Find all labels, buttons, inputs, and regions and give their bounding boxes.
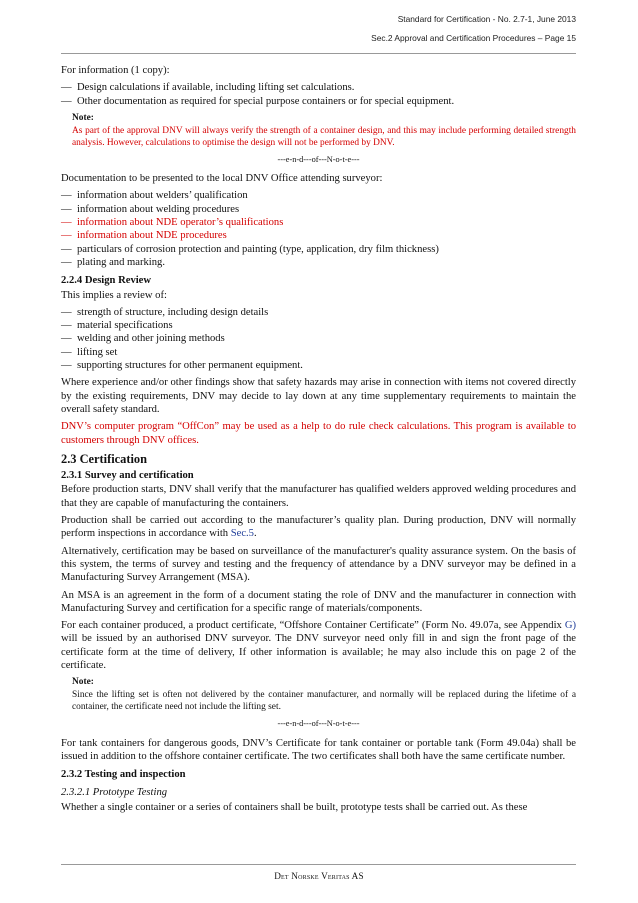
note-title: Note: <box>72 677 94 688</box>
paragraph: Whether a single container or a series of containers shall be built, prototype tests shall be carried out. As these <box>61 801 528 813</box>
info-list <box>61 81 576 108</box>
list-item: — information about NDE operator’s qualifications <box>61 216 576 229</box>
section-heading-2-3: 2.3 Certification <box>61 451 148 466</box>
paragraph: Before production starts, DNV shall verify that the manufacturer has qualified welders approved welding procedures and that they are capable of manufacturing the containers. <box>61 484 576 509</box>
end-of-note-marker: ---e-n-d---of---N-o-t-e--- <box>277 719 360 729</box>
header-divider <box>61 53 576 54</box>
list-item: — supporting structures for other permanent equipment. <box>61 359 576 372</box>
note-text: Since the lifting set is often not delivered by the container manufacturer, and normally will be replaced during the lifetime of a container, the certificate need not include the lifting set. <box>72 690 576 713</box>
info-intro: For information (1 copy): <box>61 65 170 76</box>
design-review-intro: This implies a review of: <box>61 289 167 301</box>
paragraph-text: Production shall be carried out according to the manufacturer’s quality plan. During production, DNV will normally perform inspections in accordance with <box>61 515 576 540</box>
sec5-link[interactable]: Sec.5 <box>230 528 254 540</box>
list-item: — lifting set <box>61 346 576 359</box>
paragraph: An MSA is an agreement in the form of a document stating the role of DNV and the manufacturer in connection with Manufacturing Survey and certification for a specific range of materials/components. <box>61 589 576 614</box>
paragraph-text: will be issued by an authorised DNV surveyor. The DNV surveyor need only fill in and sign the front page of the certificate form at the time of delivery, If other information is available; he may also include this on page 2 of the certificate. <box>61 633 576 671</box>
paragraph: Where experience and/or other findings show that safety hazards may arise in connection with items not covered directly by the existing requirements, DNV may decide to lay down at any time supplementary requirements to maintain the overall safety standard. <box>61 377 576 415</box>
paragraph <box>61 514 576 541</box>
list-item: — information about welders’ qualification <box>61 189 576 202</box>
design-review-list <box>61 306 576 372</box>
list-item: — welding and other joining methods <box>61 332 576 345</box>
paragraph <box>61 619 576 672</box>
page-body <box>61 64 576 818</box>
list-item: — information about NDE procedures <box>61 229 576 242</box>
note-box <box>72 112 576 149</box>
header-standard-title: Standard for Certification - No. 2.7-1, June 2013 <box>397 14 576 24</box>
note-box <box>72 676 576 713</box>
list-item: — particulars of corrosion protection and painting (type, application, dry film thickness) <box>61 243 576 256</box>
offcon-paragraph: DNV’s computer program “OffCon” may be used as a help to do rule check calculations. This program is available to customers through DNV offices. <box>61 421 576 446</box>
paragraph: Alternatively, certification may be based on surveillance of the manufacturer's quality assurance system. On the basis of this system, the terms of survey and testing and the frequency of attendance by a DNV surveyor may be defined in a Manufacturing Survey Arrangement (MSA). <box>61 545 576 584</box>
note-title: Note: <box>72 112 94 123</box>
paragraph-text: For each container produced, a product certificate, “Offshore Container Certificate” (Form No. 49.07a, see Appendix <box>61 620 565 632</box>
local-docs-intro: Documentation to be presented to the local DNV Office attending surveyor: <box>61 173 383 185</box>
list-item: — Other documentation as required for special purpose containers or for special equipment. <box>61 95 576 108</box>
paragraph: For tank containers for dangerous goods, DNV’s Certificate for tank container or portable tank (Form 49.04a) shall be issued in addition to the offshore container certificate. The two certificates shall both have the same certificate number. <box>61 737 576 762</box>
local-docs-list <box>61 189 576 269</box>
footer-text: Det Norske Veritas AS <box>274 871 364 881</box>
list-item: — plating and marking. <box>61 256 576 269</box>
footer-publisher <box>0 871 638 881</box>
paragraph-text: . <box>253 528 257 540</box>
list-item: — information about welding procedures <box>61 203 576 216</box>
list-item: — strength of structure, including design details <box>61 306 576 319</box>
section-heading-2-3-2: 2.3.2 Testing and inspection <box>61 769 186 781</box>
note-text: As part of the approval DNV will always verify the strength of a container design, and this may include performing detailed strength analysis. However, calculations to optimise the design will not be performed by DNV. <box>72 125 576 148</box>
footer-divider <box>61 864 576 865</box>
list-item: — material specifications <box>61 319 576 332</box>
section-heading-2-2-4: 2.2.4 Design Review <box>61 275 152 287</box>
end-of-note-marker: ---e-n-d---of---N-o-t-e--- <box>277 154 360 164</box>
section-heading-2-3-2-1: 2.3.2.1 Prototype Testing <box>61 787 168 799</box>
list-item: — Design calculations if available, including lifting set calculations. <box>61 81 576 94</box>
header-section-page: Sec.2 Approval and Certification Procedures – Page 15 <box>371 33 576 43</box>
section-heading-2-3-1: 2.3.1 Survey and certification <box>61 470 194 482</box>
appendix-g-link[interactable]: G) <box>564 620 576 632</box>
